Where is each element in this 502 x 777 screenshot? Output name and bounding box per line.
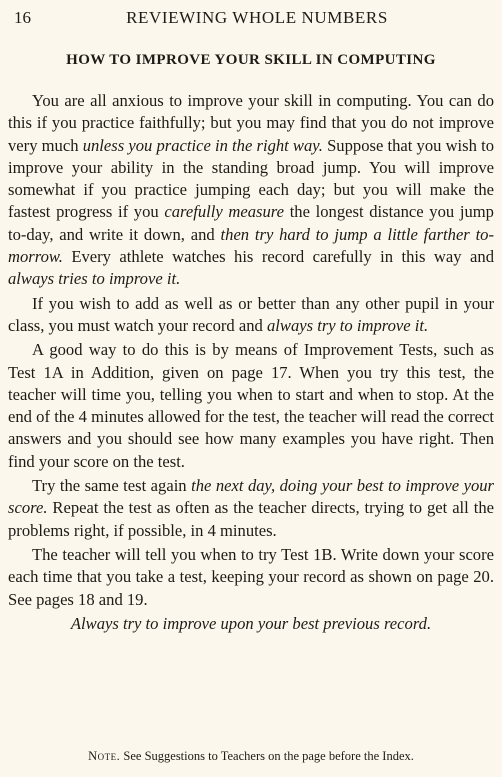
text: You are all anxious to improve your skill in computing. You can do this if you practice faithfully; but you may find that you do not improve very much [8,91,494,155]
running-title: REVIEWING WHOLE NUMBERS [126,8,388,27]
running-head [0,6,502,30]
paragraph [8,90,494,291]
italic-text: always try to improve it. [266,315,429,335]
paragraph [8,475,494,542]
paragraph [8,544,494,611]
text: Suppose that you wish to improve your ability in the standing broad jump. You will improve somewhat if you practice jumping each day; but you will make the fastest progress if you [8,135,494,222]
body-text [8,90,494,635]
paragraph [8,293,494,338]
italic-text: then try hard to jump a little farther to-morrow. [8,224,495,267]
paragraph [8,613,494,635]
text: If you wish to add as well as or better than any other pupil in your class, you must watch your record and [8,293,494,335]
footnote [0,749,502,764]
text: A good way to do this is by means of Improvement Tests, such as Test 1A in Addition, given on page 17. When you try this test, the teacher will time you, telling you when to start and when to stop. At the end of the 4 minutes allowed for the test, the teacher will read the correct answers and you should see how many examples you have right. Then find your score on the test. [8,340,494,471]
text: Repeat the test as often as the teacher directs, trying to get all the problems right, if possible, in 4 minutes. [8,498,494,540]
note-text: See Suggestions to Teachers on the page before the Index. [120,749,414,763]
italic-text: the next day, doing your best to improve your score. [8,476,494,518]
paragraph [8,339,494,473]
italic-text: Always try to improve upon your best previous record. [70,613,432,633]
section-heading: HOW TO IMPROVE YOUR SKILL IN COMPUTING [66,52,436,68]
page-number: 16 [14,8,31,27]
text: the longest distance you jump to-day, and write it down, and [8,202,494,244]
text: Every athlete watches his record carefully in this way and [62,247,494,267]
italic-text: always tries to improve it. [8,269,181,289]
italic-text: unless you practice in the right way. [82,135,323,155]
note-label: Note. [88,749,121,763]
italic-text: carefully measure [164,202,285,222]
text: Try the same test again [32,476,192,496]
text: The teacher will tell you when to try Test 1B. Write down your score each time that you take a test, keeping your record as shown on page 20. See pages 18 and 19. [8,544,494,609]
